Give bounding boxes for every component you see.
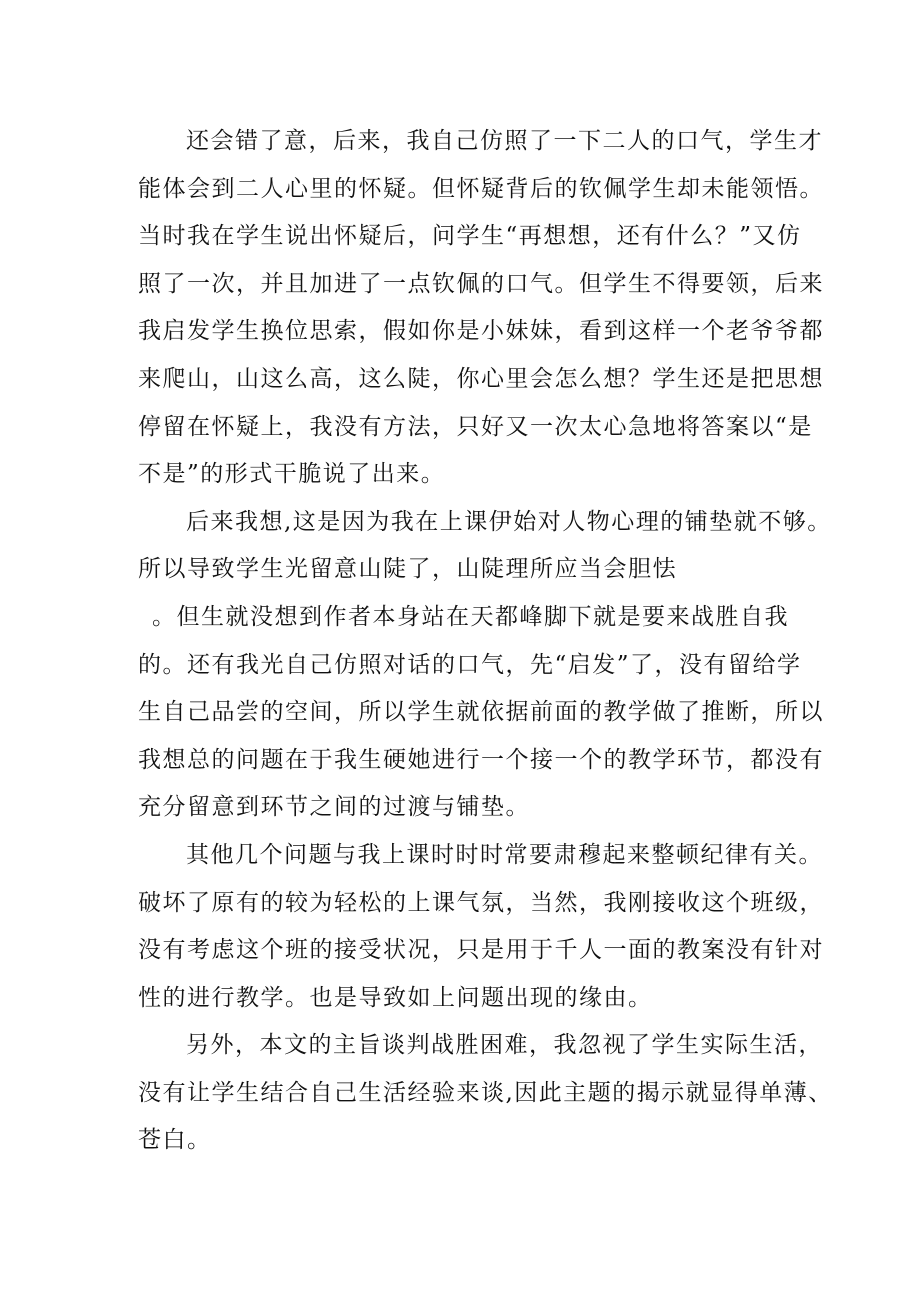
text-line: 的。还有我光自己仿照对话的口气，先“启发”了，没有留给学 (138, 651, 802, 678)
text-line: 我想总的问题在于我生硬她进行一个接一个的教学环节，都没有 (138, 746, 824, 773)
text-line: 其他几个问题与我上课时时时常要肃穆起来整顿纪律有关。 (186, 841, 823, 868)
text-line: 另外，本文的主旨谈判战胜困难，我忽视了学生实际生活， (186, 1032, 823, 1059)
text-line: 性的进行教学。也是导致如上问题出现的缘由。 (138, 984, 653, 1011)
text-line: 还会错了意，后来，我自己仿照了一下二人的口气，学生才 (186, 128, 823, 154)
text-line: 苍白。 (138, 1127, 212, 1154)
text-line: 我启发学生换位思索，假如你是小妹妹，看到这样一个老爷爷都 (138, 318, 824, 345)
text-line: 充分留意到环节之间的过渡与铺垫。 (138, 794, 530, 821)
text-line: 能体会到二人心里的怀疑。但怀疑背后的钦佩学生却未能领悟。 (138, 175, 824, 202)
text-line: 照了一次，并且加进了一点钦佩的口气。但学生不得要领，后来 (138, 270, 824, 297)
text-line: 后来我想,这是因为我在上课伊始对人物心理的铺垫就不够。 (186, 508, 832, 535)
text-line: 没有让学生结合自己生活经验来谈,因此主题的揭示就显得单薄、 (138, 1079, 833, 1106)
text-line: 破坏了原有的较为轻松的上课气氛，当然，我刚接收这个班级， (138, 889, 824, 916)
document-body (138, 118, 833, 1165)
text-line: 生自己品尝的空间，所以学生就依据前面的教学做了推断，所以 (138, 699, 824, 726)
text-line: 当时我在学生说出怀疑后，问学生“再想想，还有什么？”又仿 (138, 223, 802, 250)
text-line: 所以导致学生光留意山陡了，山陡理所应当会胆怯 (138, 556, 677, 583)
text-line: 。但生就没想到作者本身站在天都峰脚下就是要来战胜自我 (152, 603, 789, 630)
text-line: 不是”的形式干脆说了出来。 (138, 461, 446, 488)
text-line: 来爬山，山这么高，这么陡，你心里会怎么想？学生还是把思想 (138, 365, 824, 392)
text-line: 没有考虑这个班的接受状况，只是用于千人一面的教案没有针对 (138, 937, 824, 964)
text-line: 停留在怀疑上，我没有方法，只好又一次太心急地将答案以“是 (138, 413, 813, 440)
